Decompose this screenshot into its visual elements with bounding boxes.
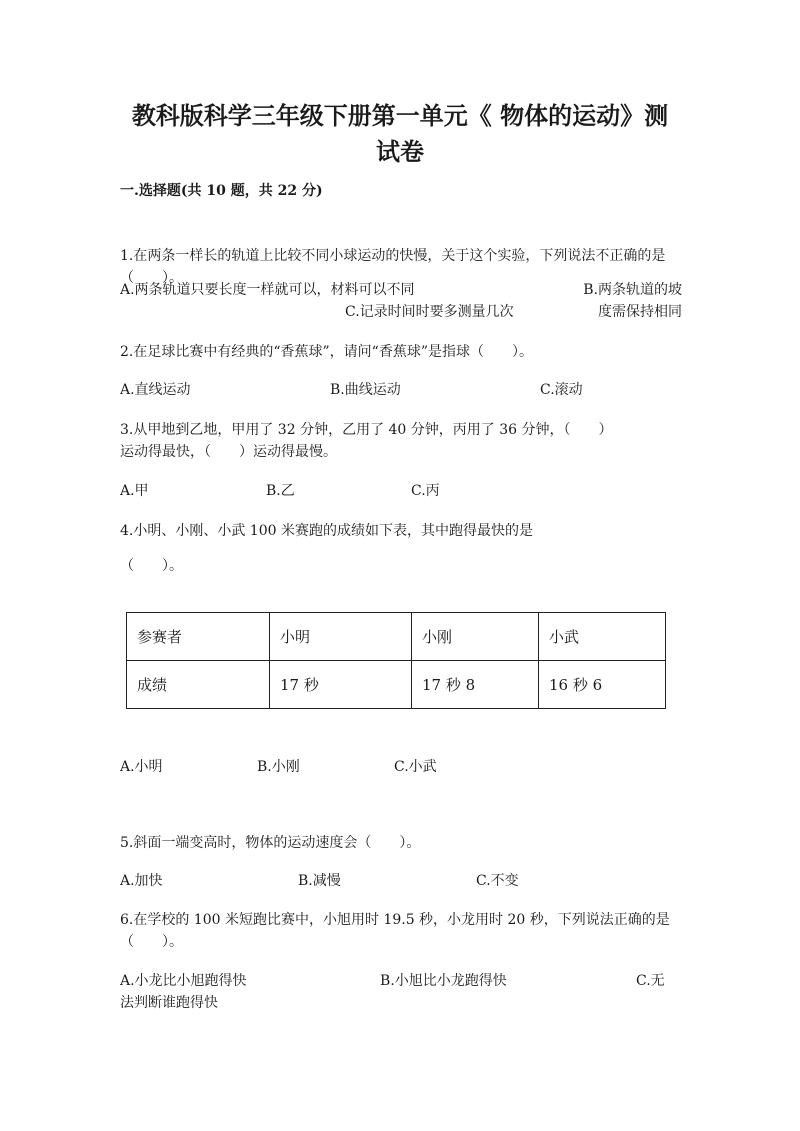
table-header-cell: 参赛者 [127,613,270,661]
table-cell: 成绩 [127,661,270,709]
page-title: 教科版科学三年级下册第一单元《 物体的运动》测试卷 [131,101,669,166]
question-2-stem: 2.在足球比赛中有经典的“香蕉球”，请问“香蕉球”是指球（ ）。 [120,344,533,360]
question-1-option-a: A.两条轨道只要长度一样就可以，材料可以不同 [120,282,415,298]
question-4-option-c: C.小武 [394,759,437,775]
question-5-stem: 5.斜面一端变高时，物体的运动速度会（ ）。 [120,835,421,851]
question-6-option-b: B.小旭比小龙跑得快 [380,973,507,989]
question-6-option-c: C.无法判断谁跑得快 [120,973,665,1011]
question-2-option-b: B.曲线运动 [330,382,401,398]
question-3-stem: 3.从甲地到乙地，甲用了 32 分钟，乙用了 40 分钟，丙用了 36 分钟，（ ）运动得最快，（ ）运动得最慢。 [120,422,613,460]
score-table [126,612,666,709]
table-header-cell: 小刚 [412,613,539,661]
question-5-option-a: A.加快 [120,873,163,889]
question-6-stem: 6.在学校的 100 米短跑比赛中，小旭用时 19.5 秒，小龙用时 20 秒，下列说法正确的是（ ）。 [120,912,670,950]
table-cell: 16 秒 6 [539,661,666,709]
question-5-option-b: B.减慢 [298,873,341,889]
section-heading: 一.选择题(共 10 题，共 22 分) [120,183,323,199]
question-1-option-b: B.两条轨道的坡度需保持相同 [583,282,682,320]
question-3-option-c: C.丙 [411,483,440,499]
question-3-option-b: B.乙 [266,483,295,499]
table-row [127,661,666,709]
question-4-stem-cont: （ ）。 [120,558,183,574]
question-1-stem: 1.在两条一样长的轨道上比较不同小球运动的快慢，关于这个实验，下列说法不正确的是（ ）。 [120,248,666,286]
question-1-option-c: C.记录时间时要多测量几次 [345,304,514,320]
question-4-stem: 4.小明、小刚、小武 100 米赛跑的成绩如下表，其中跑得最快的是 [120,523,533,539]
question-3-option-a: A.甲 [120,483,149,499]
question-6-option-a: A.小龙比小旭跑得快 [120,973,247,989]
question-4-option-a: A.小明 [120,759,163,775]
table-cell: 17 秒 8 [412,661,539,709]
table-header-row [127,613,666,661]
question-4-option-b: B.小刚 [257,759,300,775]
question-2-option-a: A.直线运动 [120,382,191,398]
question-2-option-c: C.滚动 [540,382,583,398]
table-cell: 17 秒 [270,661,412,709]
question-5-option-c: C.不变 [476,873,519,889]
table-header-cell: 小明 [270,613,412,661]
table-header-cell: 小武 [539,613,666,661]
